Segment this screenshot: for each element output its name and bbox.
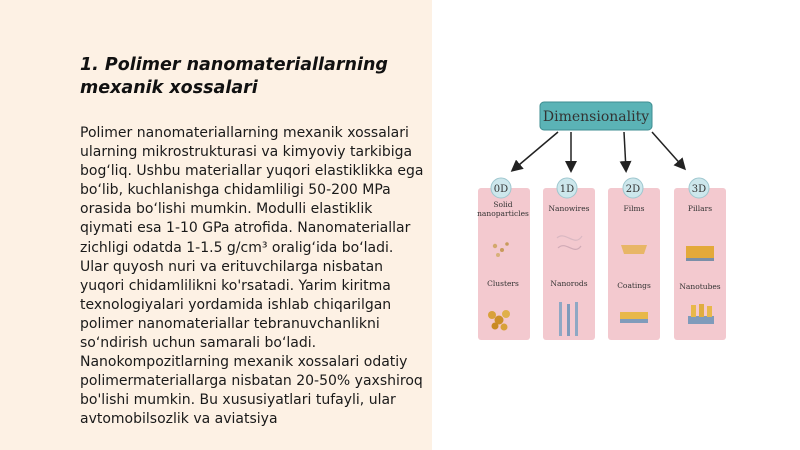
column-0d [477, 178, 530, 340]
bottom-label-2d: Coatings [617, 281, 651, 290]
top-label-3d: Pillars [687, 204, 713, 213]
bottom-label-3d: Nanotubes [679, 282, 721, 291]
nanorods-image [559, 302, 578, 336]
column-1d [543, 178, 595, 340]
films-image [621, 245, 647, 254]
nanotubes-image [688, 304, 714, 324]
top-label-1d: Nanowires [548, 204, 590, 213]
pillars-image [686, 246, 714, 261]
slide-body-text: Polimer nanomateriallarning mexanik xossalari ularning mikrostrukturasi va kimyoviy tarkibiga bog‘liq. Ushbu materiallar yuqori elastiklikka ega bo‘lib, kuchlanishga chidamliligi 50-200 MPa orasida bo‘lishi mumkin. Modulli elastiklik qiymati esa 1-10 GPa atrofida. Nanomateriallar zichligi odatda 1-1.5 g/cm³ oralig‘ida bo‘ladi. Ular quyosh nuri va erituvchilarga nisbatan yuqori chidamlilikni ko'rsatadi. Yarim kiritma texnologiyalari yordamida ishlab chiqarilgan polimer nanomateriallar tebranuvchanlikni so‘ndirish uchun samarali bo‘ladi. Nanokompozitlarning mexanik xossalari odatiy polimermateriallarga nisbatan 20-50% yaxshiroq bo'lishi mumkin. Bu xususiyatlari tufayli, ular avtomobilsozlik va aviatsiya [80, 125, 424, 428]
dimensionality-root-label: Dimensionality [542, 109, 650, 125]
slide-title: 1. Polimer nanomateriallarning mexanik xossalari [80, 55, 388, 98]
arrow-3d [652, 132, 684, 168]
top-label-2d: Films [623, 204, 645, 213]
arrow-2d [624, 132, 626, 170]
top-label-0d-line1: Solid [493, 200, 513, 209]
dim-label-1d: 1D [559, 184, 575, 195]
dim-label-2d: 2D [625, 184, 641, 195]
bottom-label-1d: Nanorods [550, 279, 588, 288]
dimensionality-diagram [440, 90, 770, 360]
dim-label-0d: 0D [493, 184, 509, 195]
column-3d [674, 178, 726, 340]
arrow-0d [513, 132, 558, 170]
dim-label-3d: 3D [691, 184, 707, 195]
column-2d [608, 178, 660, 340]
top-label-0d-line2: nanoparticles [477, 209, 529, 218]
bottom-label-0d: Clusters [487, 279, 519, 288]
coatings-image [620, 312, 648, 323]
